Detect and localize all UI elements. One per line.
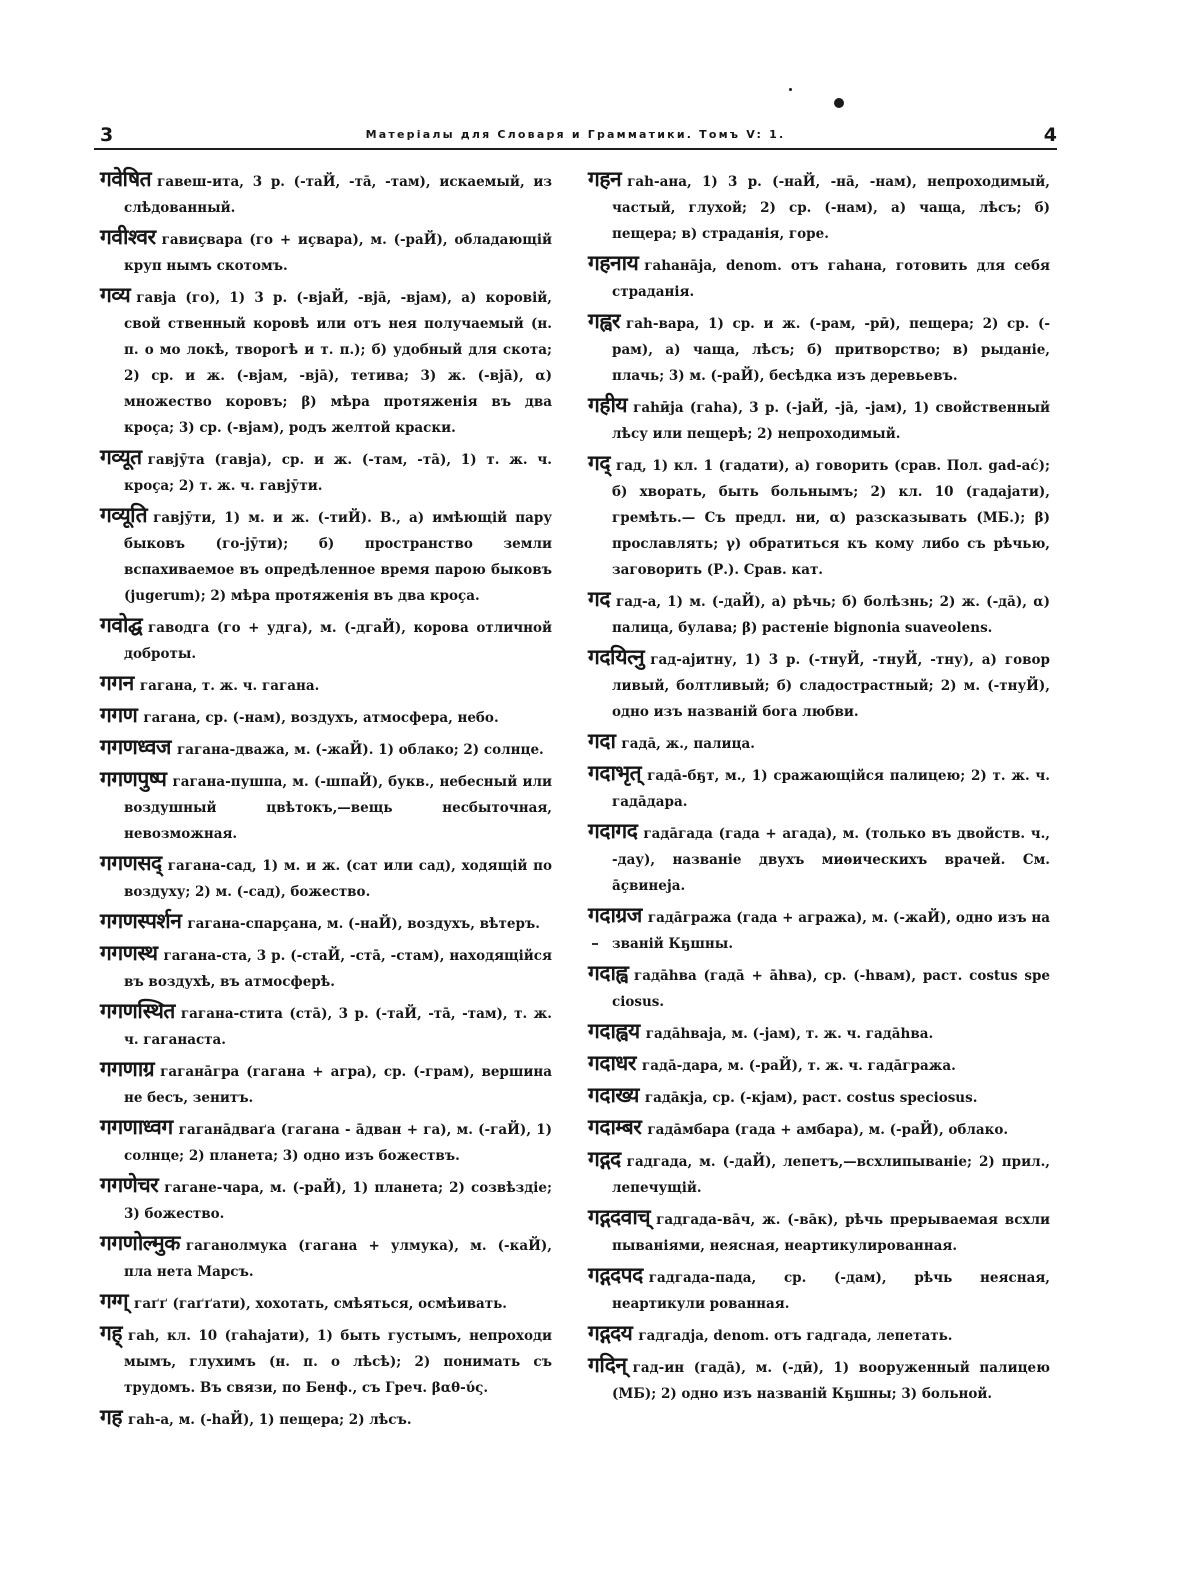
dictionary-entry — [100, 224, 552, 279]
definition: гаh-вара, 1) ср. и ж. (-рам, -рӣ), пещера; 2) ср. (-рам), а) чаща, лѣсъ; б) притворство; в) рыданіе, плачь; 3) м. (-раЙ), бесѣдка изъ деревьевъ. — [612, 316, 1050, 384]
headword: गद्गदय — [588, 1321, 633, 1345]
headword: गदाख्य — [588, 1083, 639, 1107]
dictionary-entry — [588, 818, 1050, 899]
dictionary-entry — [588, 1050, 1050, 1079]
dictionary-entry — [100, 734, 552, 763]
dictionary-entry — [588, 1262, 1050, 1317]
definition: гадā-бҕт, м., 1) сражающійся палицею; 2) т. ж. ч. гадāдара. — [612, 768, 1050, 810]
headword: गगन — [100, 671, 134, 695]
definition: гаhанāја, denom. отъ гаhана, готовить для себя страданія. — [612, 258, 1050, 300]
definition: гаh-ана, 1) 3 р. (-наЙ, -нā, -нам), непроходимый, частый, глухой; 2) ср. (-нам), а) чаща, лѣсъ; б) пещера; в) страданія, горе. — [612, 174, 1050, 242]
headword: गद — [588, 587, 610, 611]
left-column — [100, 166, 552, 1436]
definition: гагана, т. ж. ч. гагана. — [139, 678, 320, 694]
headword: गह्वर — [588, 309, 620, 333]
dictionary-entry — [588, 902, 1050, 957]
dictionary-entry — [100, 670, 552, 699]
headword: गगणध्वज — [100, 735, 171, 759]
headword: गदाभृत् — [588, 761, 642, 785]
definition: гаґґ (гаґґати), хохотать, смѣяться, осмѣивать. — [134, 1296, 507, 1312]
headword: गद्गद — [588, 1147, 621, 1171]
ink-dot — [789, 88, 792, 91]
definition: гавјӯти, 1) м. и ж. (-тиЙ). В., а) имѣющій пару быковъ (го-јӯти); б) пространство земли вспахиваемое въ опредѣленное время парою быковъ (jugerum); 2) мѣра протяженія въ два кроçа. — [124, 510, 552, 604]
dictionary-entry — [588, 392, 1050, 447]
headword: गह् — [100, 1321, 122, 1345]
dictionary-entry — [588, 450, 1050, 583]
headword: गहनाय — [588, 251, 639, 275]
definition: гадгада, м. (-даЙ), лепетъ,—всхлипываніе; 2) прил., лепечущій. — [612, 1154, 1050, 1196]
dictionary-entry — [588, 1018, 1050, 1047]
headword: गगणसद् — [100, 851, 162, 875]
definition: гагана-пушпа, м. (-шпаЙ), букв., небесный или воздушный цвѣтокъ,—вещь несбыточная, невозможная. — [124, 774, 552, 842]
definition: гадāгража (гада + агража), м. (-жаЙ), одно изъ на званій Кҕшны. — [612, 910, 1050, 952]
running-title: Матеріалы для Словаря и Грамматики. Томъ V: 1. — [365, 128, 786, 141]
dictionary-entry — [588, 1352, 1050, 1407]
definition: гад-ајитну, 1) 3 р. (-тнуЙ, -тнуЙ, -тну), а) говор ливый, болтливый; б) сладострастный; 2) м. (-тнуЙ), одно изъ названій бога любви. — [612, 652, 1050, 720]
dictionary-entry — [588, 308, 1050, 389]
dictionary-entry — [588, 1114, 1050, 1143]
headword: गगण — [100, 703, 138, 727]
definition: гагана-ста, 3 р. (-стаЙ, -стā, -стам), находящійся въ воздухѣ, въ атмосферѣ. — [124, 948, 552, 990]
dictionary-entry — [100, 1230, 552, 1285]
dictionary-entry — [100, 850, 552, 905]
headword: गद्गदवाच् — [588, 1205, 651, 1229]
headword: गदागद — [588, 819, 638, 843]
headword: गवीश्वर — [100, 225, 156, 249]
headword: गद्गदपद — [588, 1263, 643, 1287]
right-column — [588, 166, 1050, 1410]
definition: гаганолмука (гагана + улмука), м. (-каЙ), пла нета Марсъ. — [124, 1238, 552, 1280]
dictionary-entry — [588, 250, 1050, 305]
definition: гад-а, 1) м. (-даЙ), а) рѣчь; б) болѣзнь; 2) ж. (-дā), α) палица, булава; β) растеніе bignonia suaveolens. — [612, 594, 1050, 636]
dictionary-entry — [100, 612, 552, 667]
definition: гаводга (го + удга), м. (-дгаЙ), корова отличной доброты. — [124, 620, 552, 662]
dictionary-entry — [588, 960, 1050, 1015]
dictionary-entry — [100, 1404, 552, 1433]
dictionary-entry — [100, 166, 552, 221]
headword: गदिन् — [588, 1353, 627, 1377]
definition: гадā-дара, м. (-раЙ), т. ж. ч. гадāгража. — [641, 1058, 956, 1074]
headword: गदयित्नु — [588, 645, 645, 669]
definition: гаh, кл. 10 (гаhајати), 1) быть густымъ, непроходи мымъ, глухимъ (н. п. о лѣсѣ); 2) понимать съ трудомъ. Въ связи, по Бенф., съ Греч. βαθ-ύς. — [124, 1328, 552, 1396]
headword: गगणेचर — [100, 1173, 159, 1197]
dictionary-entry — [100, 702, 552, 731]
page-number-right: 4 — [1043, 124, 1057, 146]
dictionary-entry — [588, 1146, 1050, 1201]
definition: гад, 1) кл. 1 (гадати), а) говорить (срав. Пол. gad-ać); б) хворать, быть больнымъ; 2) кл. 10 (гадајати), гремѣть.— Съ предл. ни, α) разсказывать (МБ.); β) прославлять; γ) обратиться къ кому либо съ рѣчью, заговорить (Р.). Срав. кат. — [612, 458, 1050, 578]
headword: गदाग्रज — [588, 903, 642, 927]
definition: гаганāдваґа (гагана - āдван + га), м. (-гаЙ), 1) солнце; 2) планета; 3) одно изъ божествъ. — [124, 1122, 552, 1164]
page-header — [94, 124, 1057, 150]
dictionary-entry — [100, 1114, 552, 1169]
headword: गहीय — [588, 393, 628, 417]
definition: гагана-дважа, м. (-жаЙ). 1) облако; 2) солнце. — [176, 742, 544, 758]
dictionary-entry — [100, 444, 552, 499]
dictionary-entry — [100, 998, 552, 1053]
dictionary-entry — [100, 282, 552, 441]
definition: гадāгада (гада + агада), м. (только въ двойств. ч., -дау), названіе двухъ миѳическихъ врачей. См. āçвинеја. — [612, 826, 1050, 894]
headword: गहन — [588, 167, 622, 191]
headword: गव्यूत — [100, 445, 142, 469]
headword: गव्य — [100, 283, 131, 307]
definition: гагане-чара, м. (-раЙ), 1) планета; 2) созвѣздіе; 3) божество. — [124, 1180, 552, 1222]
page-number-left: 3 — [100, 124, 114, 146]
headword: गगणस्थ — [100, 941, 158, 965]
definition: гадгадја, denom. отъ гадгада, лепетать. — [638, 1328, 953, 1344]
definition: гагана, ср. (-нам), воздухъ, атмосфера, небо. — [143, 710, 499, 726]
headword: गवोद्घ — [100, 613, 142, 637]
definition: гадā, ж., палица. — [621, 736, 755, 752]
dictionary-entry — [588, 1082, 1050, 1111]
definition: гадāмбара (гада + амбара), м. (-раЙ), облако. — [647, 1122, 1009, 1138]
definition: гаh-а, м. (-hаЙ), 1) пещера; 2) лѣсъ. — [127, 1412, 412, 1428]
definition: гаганāгра (гагана + агра), ср. (-грам), вершина не бесъ, зенитъ. — [124, 1064, 552, 1106]
headword: गदाधर — [588, 1051, 636, 1075]
definition: гад-ин (гадā), м. (-дӣ), 1) вооруженный палицею (МБ); 2) одно изъ названій Кҕшны; 3) больной. — [612, 1360, 1050, 1402]
headword: गगणपुष्प — [100, 767, 167, 791]
headword: गगणस्थित — [100, 999, 175, 1023]
headword: गगणाग्र — [100, 1057, 155, 1081]
headword: गदा — [588, 729, 616, 753]
headword: गव्यूति — [100, 503, 148, 527]
headword: गवेषित — [100, 167, 152, 191]
dictionary-entry — [100, 940, 552, 995]
dictionary-entry — [588, 644, 1050, 725]
definition: гагана-спарçана, м. (-наЙ), воздухъ, вѣтеръ. — [187, 916, 540, 932]
headword: गदाम्बर — [588, 1115, 642, 1139]
dictionary-entry — [100, 1288, 552, 1317]
ink-dot — [834, 98, 844, 108]
headword: गद् — [588, 451, 610, 475]
definition: гадгада-вāч, ж. (-вāк), рѣчь прерываемая всхли пываніями, неясная, неартикулированная. — [612, 1212, 1050, 1254]
headword: गगणोल्मुक — [100, 1231, 180, 1255]
definition: гавиçвара (го + иçвара), м. (-раЙ), обладающій круп нымъ скотомъ. — [124, 232, 552, 274]
definition: гагана-стита (стā), 3 р. (-таЙ, -тā, -там), т. ж. ч. гаганаста. — [124, 1006, 552, 1048]
definition: гадāhваја, м. (-јам), т. ж. ч. гадāhва. — [645, 1026, 934, 1042]
dictionary-entry — [588, 760, 1050, 815]
dictionary-entry — [588, 586, 1050, 641]
dictionary-entry — [100, 502, 552, 609]
definition: гадгада-пада, ср. (-дам), рѣчь неясная, неартикули рованная. — [612, 1270, 1050, 1312]
dictionary-entry — [588, 166, 1050, 247]
definition: гадāкја, ср. (-кјам), раст. costus speciosus. — [644, 1090, 978, 1106]
definition: гавјӯта (гавја), ср. и ж. (-там, -тā), 1) т. ж. ч. кроçа; 2) т. ж. ч. гавјӯти. — [124, 452, 552, 494]
dictionary-entry — [100, 1056, 552, 1111]
dictionary-entry — [100, 1320, 552, 1401]
headword: गदाह्वय — [588, 1019, 640, 1043]
definition: гадāhва (гадā + āhва), ср. (-hвам), раст. costus spe ciosus. — [612, 968, 1050, 1010]
dictionary-entry — [588, 1204, 1050, 1259]
headword: गह — [100, 1405, 122, 1429]
headword: गदाह्व — [588, 961, 628, 985]
dictionary-entry — [588, 728, 1050, 757]
dictionary-entry — [100, 1172, 552, 1227]
definition: гагана-сад, 1) м. и ж. (сат или сад), ходящій по воздуху; 2) м. (-сад), божество. — [124, 858, 552, 900]
dictionary-entry — [100, 766, 552, 847]
definition: гавеш-ита, 3 р. (-таЙ, -тā, -там), искаемый, из слѣдованный. — [124, 174, 552, 216]
dictionary-entry — [588, 1320, 1050, 1349]
definition: гавја (го), 1) 3 р. (-вјаЙ, -вјā, -вјам), а) коровій, свой ственный коровѣ или отъ нея получаемый (н. п. о мо локѣ, творогѣ и т. п.); б) удобный для скота; 2) ср. и ж. (-вјам, -вјā), тетива; 3) ж. (-вјā), α) множество коровъ; β) мѣра протяженія въ два кроçа; 3) ср. (-вјам), родъ желтой краски. — [124, 290, 552, 436]
headword: गग्ग् — [100, 1289, 129, 1313]
dictionary-entry — [100, 908, 552, 937]
definition: гаhӣја (гаhа), 3 р. (-јаЙ, -јā, -јам), 1) свойственный лѣсу или пещерѣ; 2) непроходимый. — [612, 400, 1050, 442]
headword: गगणस्पर्शन — [100, 909, 182, 933]
headword: गगणाध्वग — [100, 1115, 173, 1139]
